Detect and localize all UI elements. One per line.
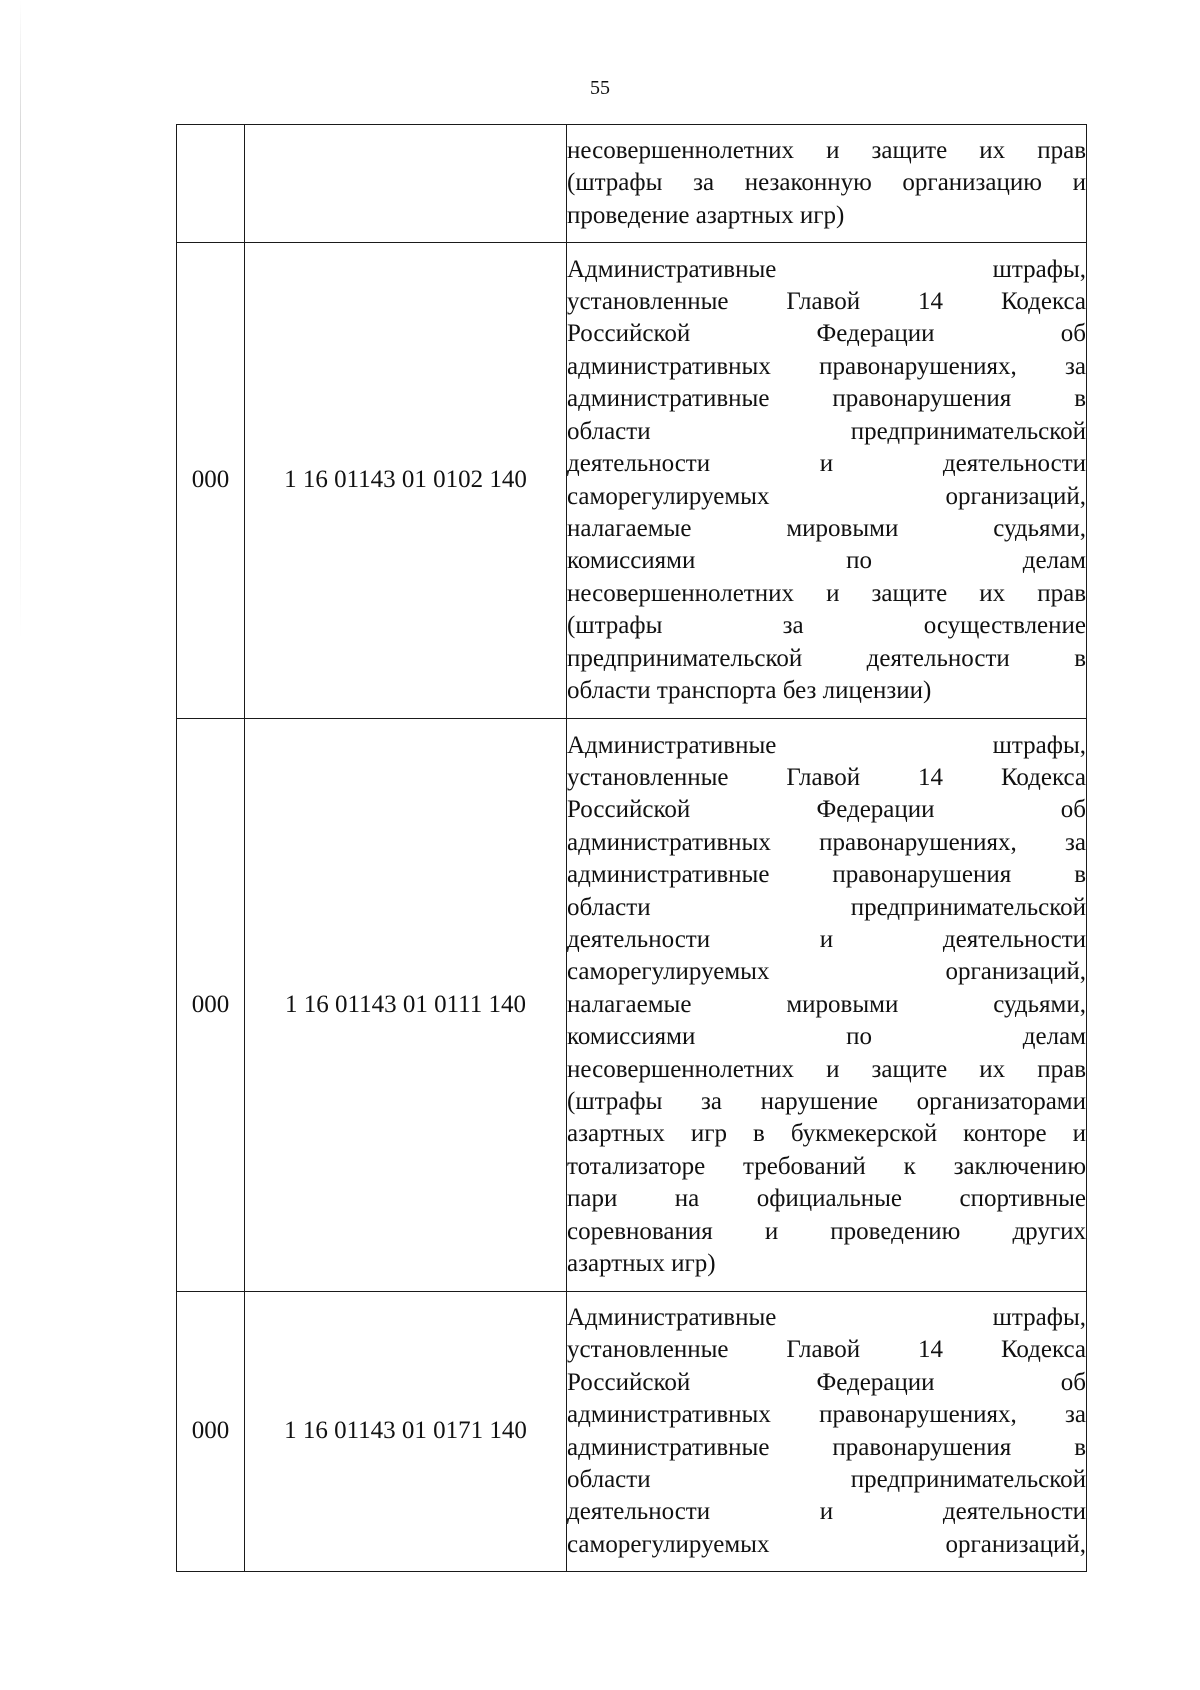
description-line: административных правонарушениях, за	[567, 1401, 1086, 1429]
description-line: области предпринимательской	[567, 1465, 1086, 1493]
description-line: (штрафы за осуществление	[567, 612, 1086, 640]
description-line: установленные Главой 14 Кодекса	[567, 288, 1086, 316]
description-line: пари на официальные спортивные	[567, 1185, 1086, 1213]
description-line: налагаемые мировыми судьями,	[567, 990, 1086, 1018]
page-number: 55	[590, 77, 610, 99]
kbk-code-cell: 1 16 01143 01 0171 140	[245, 1292, 567, 1572]
description-line: комиссиями по делам	[567, 547, 1086, 575]
description-line: азартных игр в букмекерской конторе и	[567, 1120, 1086, 1148]
table-body	[177, 125, 1087, 1572]
description-line: (штрафы за нарушение организаторами	[567, 1088, 1086, 1116]
description-cell	[567, 1292, 1087, 1572]
kbk-code-cell: 1 16 01143 01 0102 140	[245, 243, 567, 719]
description-line: деятельности и деятельности	[567, 450, 1086, 478]
description-line: налагаемые мировыми судьями,	[567, 514, 1086, 542]
admin-code-cell	[177, 125, 245, 243]
description-line: административных правонарушениях, за	[567, 352, 1086, 380]
description-line: саморегулируемых организаций,	[567, 482, 1086, 510]
description-line: области транспорта без лицензии)	[567, 676, 932, 704]
description-line: несовершеннолетних и защите их прав	[567, 136, 1086, 164]
description-line: Административные штрафы,	[567, 1303, 1086, 1331]
table-row	[177, 125, 1087, 243]
admin-code-cell: 000	[177, 1292, 245, 1572]
description-line: области предпринимательской	[567, 893, 1086, 921]
description-line: проведение азартных игр)	[567, 201, 845, 229]
description-line: установленные Главой 14 Кодекса	[567, 763, 1086, 791]
description-line: несовершеннолетних и защите их прав	[567, 579, 1086, 607]
description-line: азартных игр)	[567, 1250, 716, 1278]
description-line: Российской Федерации об	[567, 320, 1086, 348]
kbk-code-cell	[245, 125, 567, 243]
description-line: деятельности и деятельности	[567, 1498, 1086, 1526]
table-row	[177, 243, 1087, 719]
kbk-code-cell: 1 16 01143 01 0111 140	[245, 719, 567, 1292]
description-line: административные правонарушения в	[567, 385, 1086, 413]
description-cell	[567, 125, 1087, 243]
admin-code-cell: 000	[177, 719, 245, 1292]
description-line: предпринимательской деятельности в	[567, 644, 1086, 672]
description-line: Российской Федерации об	[567, 796, 1086, 824]
description-cell	[567, 719, 1087, 1292]
description-line: деятельности и деятельности	[567, 925, 1086, 953]
admin-code-cell: 000	[177, 243, 245, 719]
description-line: Административные штрафы,	[567, 255, 1086, 283]
description-line: административные правонарушения в	[567, 861, 1086, 889]
description-line: тотализаторе требований к заключению	[567, 1152, 1086, 1180]
description-line: (штрафы за незаконную организацию и	[567, 169, 1086, 197]
description-line: саморегулируемых организаций,	[567, 1530, 1086, 1558]
description-line: несовершеннолетних и защите их прав	[567, 1055, 1086, 1083]
table-row	[177, 1292, 1087, 1572]
description-line: установленные Главой 14 Кодекса	[567, 1336, 1086, 1364]
revenue-codes-table	[176, 124, 1087, 1572]
description-line: саморегулируемых организаций,	[567, 958, 1086, 986]
description-line: Административные штрафы,	[567, 731, 1086, 759]
description-line: комиссиями по делам	[567, 1023, 1086, 1051]
description-line: соревнования и проведению других	[567, 1217, 1086, 1245]
description-line: Российской Федерации об	[567, 1368, 1086, 1396]
description-cell	[567, 243, 1087, 719]
description-line: области предпринимательской	[567, 417, 1086, 445]
description-line: административные правонарушения в	[567, 1433, 1086, 1461]
table-row	[177, 719, 1087, 1292]
description-line: административных правонарушениях, за	[567, 828, 1086, 856]
